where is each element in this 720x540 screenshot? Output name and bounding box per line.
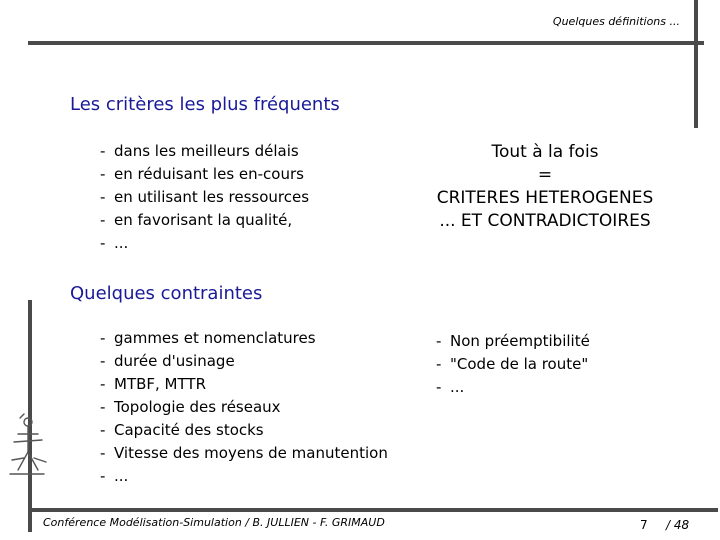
page-number: 7 (640, 518, 648, 532)
constraints-side-list (436, 330, 590, 399)
section-title-criteres: Les critères les plus fréquents (70, 94, 340, 115)
callout-block (395, 141, 695, 233)
callout-line: = (537, 165, 553, 185)
bottom-rule (28, 508, 718, 512)
list-item: - en utilisant les ressources (100, 188, 310, 206)
decorative-figure-icon (4, 412, 50, 478)
list-item: - Capacité des stocks (100, 421, 264, 439)
list-item: - ... (100, 234, 129, 252)
list-item: - ... (100, 467, 129, 485)
list-item: - "Code de la route" (436, 355, 589, 373)
constraints-list (100, 327, 388, 488)
callout-line: ... ET CONTRADICTOIRES (439, 211, 651, 231)
page-total: / 48 (666, 518, 690, 532)
list-item: - Topologie des réseaux (100, 398, 281, 416)
list-item: - Non préemptibilité (436, 332, 590, 350)
list-item: - gammes et nomenclatures (100, 329, 316, 347)
list-item: - en favorisant la qualité, (100, 211, 293, 229)
list-item: - MTBF, MTTR (100, 375, 206, 393)
callout-line: CRITERES HETEROGENES (436, 188, 654, 208)
list-item: - durée d'usinage (100, 352, 235, 370)
section-header: Quelques définitions ... (552, 15, 680, 28)
section-title-contraintes: Quelques contraintes (70, 283, 263, 304)
callout-line: Tout à la fois (491, 142, 599, 162)
list-item: - ... (436, 378, 465, 396)
list-item: - Vitesse des moyens de manutention (100, 444, 388, 462)
right-vertical-rule (694, 0, 698, 128)
list-item: - dans les meilleurs délais (100, 142, 299, 160)
footer-conference: Conférence Modélisation-Simulation / B. JULLIEN - F. GRIMAUD (43, 516, 385, 529)
list-item: - en réduisant les en-cours (100, 165, 304, 183)
criteria-list (100, 140, 309, 255)
top-rule (28, 41, 704, 45)
